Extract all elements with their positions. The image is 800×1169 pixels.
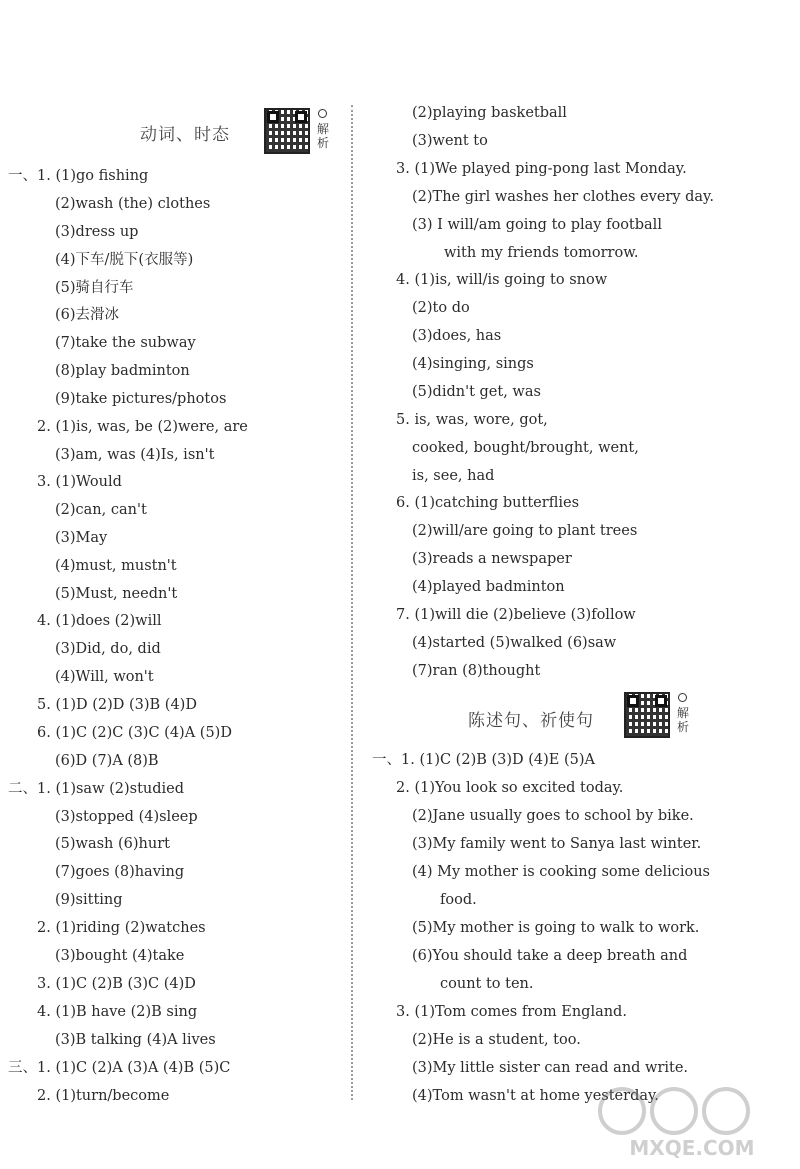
watermark-text: MXQE.COM [629, 1136, 755, 1160]
answer-line: 4. (1)does (2)will [37, 613, 162, 629]
answer-line: (3)stopped (4)sleep [55, 809, 198, 825]
answer-line: (2)can, can't [55, 502, 147, 518]
answer-line: (5)didn't get, was [412, 384, 541, 400]
answer-line: food. [440, 892, 477, 908]
answer-line: 6. (1)catching butterflies [396, 495, 580, 511]
answer-line: (9)take pictures/photos [55, 391, 227, 407]
answer-line: (4) My mother is cooking some delicious [412, 864, 711, 880]
answer-line: (2)He is a student, too. [412, 1032, 581, 1048]
qr-indicator-icon [678, 693, 687, 702]
answer-line: count to ten. [440, 976, 534, 992]
answer-line: 二、1. (1)saw (2)studied [8, 781, 185, 797]
answer-line: 三、1. (1)C (2)A (3)A (4)B (5)C [8, 1060, 231, 1076]
answer-line: (4)singing, sings [412, 356, 534, 372]
answer-line: (3)does, has [412, 328, 502, 344]
answer-line: 3. (1)Would [37, 474, 122, 490]
answer-line: cooked, bought/brought, went, [412, 440, 639, 456]
answer-line: is, see, had [412, 468, 495, 484]
qr-code-icon[interactable] [624, 692, 670, 738]
section-title-verbs-tenses: 动词、时态 [140, 125, 230, 145]
answer-line: (2)to do [412, 300, 470, 316]
answer-line: 3. (1)We played ping-pong last Monday. [396, 161, 687, 177]
qr-indicator-icon [318, 109, 327, 118]
answer-line: 2. (1)turn/become [37, 1088, 170, 1104]
watermark-logo [592, 1083, 792, 1163]
answer-line: 一、1. (1)go fishing [8, 168, 149, 184]
answer-line: (7)goes (8)having [55, 864, 185, 880]
answer-line: (3)May [55, 530, 108, 546]
answer-line: 2. (1)riding (2)watches [37, 920, 206, 936]
answer-line: 6. (1)C (2)C (3)C (4)A (5)D [37, 725, 232, 741]
answer-line: (3)Did, do, did [55, 641, 161, 657]
answer-line: (7)take the subway [55, 335, 196, 351]
answer-line: (3)B talking (4)A lives [55, 1032, 216, 1048]
answer-line: (4)must, mustn't [55, 558, 177, 574]
answer-line: (6)You should take a deep breath and [412, 948, 688, 964]
answer-line: (3)reads a newspaper [412, 551, 572, 567]
answer-line: 一、1. (1)C (2)B (3)D (4)E (5)A [372, 752, 596, 768]
answer-line: (2)will/are going to plant trees [412, 523, 638, 539]
answer-line: 3. (1)Tom comes from England. [396, 1004, 627, 1020]
answer-line: (2)The girl washes her clothes every day. [412, 189, 714, 205]
answer-line: 2. (1)You look so excited today. [396, 780, 624, 796]
answer-line: (2)Jane usually goes to school by bike. [412, 808, 694, 824]
answer-line: (6)D (7)A (8)B [55, 753, 159, 769]
answer-line: (4)下车/脱下(衣服等) [55, 252, 194, 268]
section-title-declarative-imperative: 陈述句、祈使句 [468, 711, 594, 731]
answer-line: 2. (1)is, was, be (2)were, are [37, 419, 248, 435]
answer-line: 4. (1)is, will/is going to snow [396, 272, 608, 288]
answer-line: (4)played badminton [412, 579, 565, 595]
qr-label: 解析 [676, 706, 689, 734]
answer-line: (5)wash (6)hurt [55, 836, 170, 852]
answer-line: (2)wash (the) clothes [55, 196, 211, 212]
qr-label: 解析 [316, 122, 329, 150]
answer-line: (3)went to [412, 133, 488, 149]
answer-line: (3)am, was (4)Is, isn't [55, 447, 215, 463]
answer-line: (4)Tom wasn't at home yesterday. [412, 1088, 659, 1104]
answer-line: (3)My little sister can read and write. [412, 1060, 689, 1076]
answer-line: (4)Will, won't [55, 669, 154, 685]
answer-line: (3)bought (4)take [55, 948, 185, 964]
answer-line: (7)ran (8)thought [412, 663, 541, 679]
answer-line: (3)dress up [55, 224, 139, 240]
answer-line: (4)started (5)walked (6)saw [412, 635, 617, 651]
answer-line: (5)Must, needn't [55, 586, 178, 602]
answer-line: 3. (1)C (2)B (3)C (4)D [37, 976, 196, 992]
answer-line: with my friends tomorrow. [444, 245, 639, 261]
answer-line: 7. (1)will die (2)believe (3)follow [396, 607, 636, 623]
answer-line: (3)My family went to Sanya last winter. [412, 836, 702, 852]
answer-line: (8)play badminton [55, 363, 190, 379]
answer-line: (5)骑自行车 [55, 280, 134, 296]
answer-line: (6)去滑冰 [55, 307, 120, 323]
answer-line: 5. (1)D (2)D (3)B (4)D [37, 697, 197, 713]
column-divider [351, 105, 353, 1100]
qr-code-icon[interactable] [264, 108, 310, 154]
answer-line: 5. is, was, wore, got, [396, 412, 548, 428]
answer-line: (9)sitting [55, 892, 123, 908]
answer-line: (5)My mother is going to walk to work. [412, 920, 700, 936]
answer-line: (2)playing basketball [412, 105, 567, 121]
answer-line: 4. (1)B have (2)B sing [37, 1004, 198, 1020]
answer-line: (3) I will/am going to play football [412, 217, 662, 233]
